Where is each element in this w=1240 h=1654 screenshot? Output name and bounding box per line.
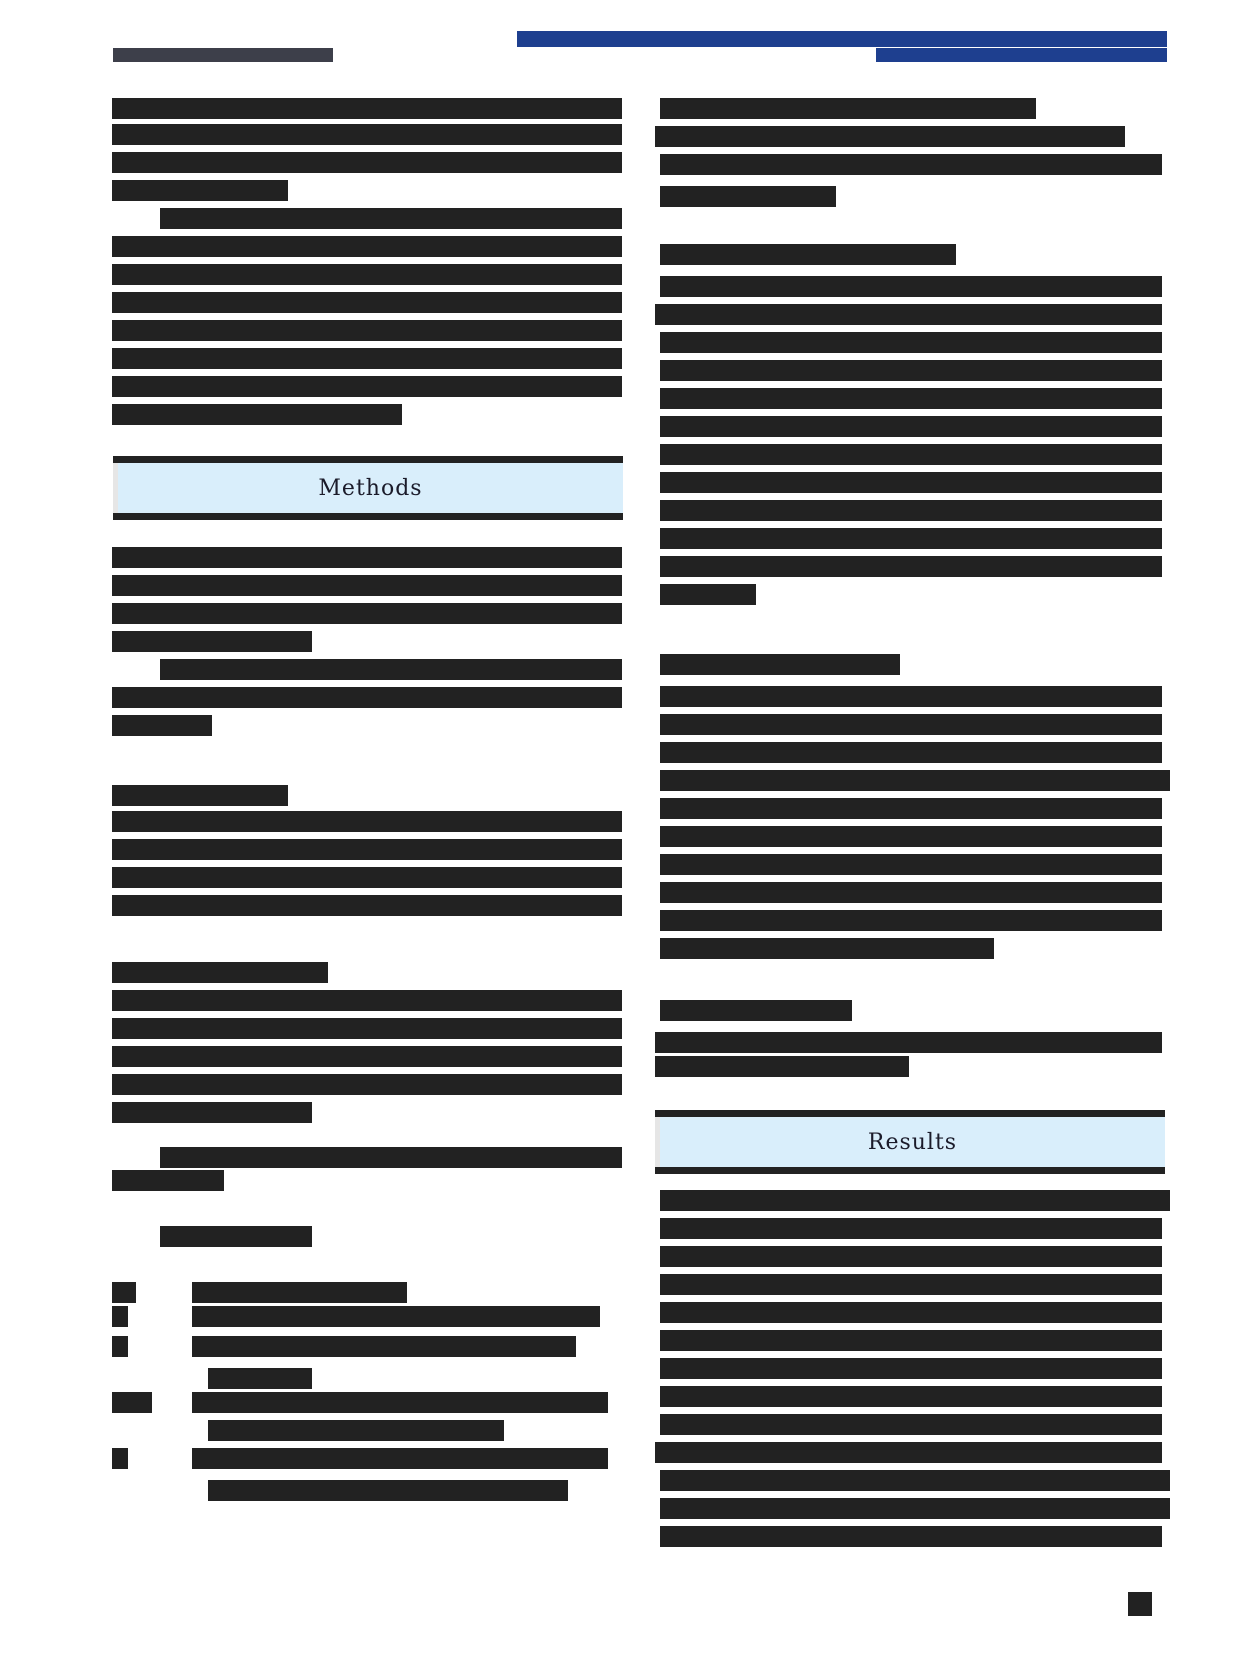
redacted-text-line (660, 1190, 1170, 1211)
redacted-text-line (112, 180, 288, 201)
redacted-text-line (112, 98, 622, 119)
redacted-text-line (112, 603, 622, 624)
redacted-text-line (660, 798, 1162, 819)
redacted-text-line (112, 376, 622, 397)
page-number-redacted (1128, 1592, 1152, 1616)
section-title: Results (655, 1117, 1165, 1167)
redacted-text-line (112, 1074, 622, 1095)
redacted-text-line (660, 1274, 1162, 1295)
redacted-text-line (660, 556, 1162, 577)
redacted-text-line (660, 1414, 1162, 1435)
redacted-text-line (660, 500, 1162, 521)
redacted-text-line (660, 444, 1162, 465)
redacted-text-line (660, 584, 756, 605)
redacted-text-line (208, 1368, 312, 1389)
redacted-text-line (112, 990, 622, 1011)
redacted-text-line (112, 1448, 128, 1469)
redacted-text-line (660, 332, 1162, 353)
redacted-text-line (660, 154, 1162, 175)
redacted-text-line (660, 98, 1036, 119)
redacted-text-line (660, 910, 1162, 931)
redacted-text-line (660, 882, 1162, 903)
redacted-text-line (655, 126, 1125, 147)
redacted-text-line (660, 1302, 1162, 1323)
redacted-text-line (112, 292, 622, 313)
redacted-text-line (112, 839, 622, 860)
redacted-text-line (112, 264, 622, 285)
section-title: Methods (113, 463, 623, 513)
redacted-text-line (660, 770, 1170, 791)
redacted-text-line (112, 236, 622, 257)
redacted-text-line (112, 320, 622, 341)
redacted-text-line (660, 1330, 1162, 1351)
redacted-text-line (112, 811, 622, 832)
redacted-text-line (660, 938, 994, 959)
redacted-text-line (660, 276, 1162, 297)
redacted-text-line (660, 416, 1162, 437)
redacted-text-line (112, 547, 622, 568)
redacted-text-line (192, 1282, 407, 1303)
redacted-text-line (112, 1282, 136, 1303)
redacted-text-line (112, 1306, 128, 1327)
redacted-text-line (112, 404, 402, 425)
redacted-text-line (660, 1526, 1162, 1547)
redacted-text-line (660, 654, 900, 675)
redacted-text-line (660, 186, 836, 207)
journal-citation-redacted (876, 48, 1167, 62)
redacted-text-line (112, 631, 312, 652)
redacted-text-line (208, 1420, 504, 1441)
section-header-methods (113, 456, 623, 520)
redacted-text-line (660, 1218, 1162, 1239)
redacted-text-line (112, 962, 328, 983)
doi-reference-redacted (113, 48, 333, 62)
redacted-text-line (112, 895, 622, 916)
redacted-text-line (660, 1246, 1162, 1267)
redacted-text-line (112, 1018, 622, 1039)
redacted-text-line (660, 1000, 852, 1021)
redacted-text-line (160, 1226, 312, 1247)
redacted-text-line (660, 686, 1162, 707)
running-title-redacted (517, 31, 1167, 47)
redacted-text-line (660, 528, 1162, 549)
redacted-text-line (160, 1147, 622, 1168)
section-header-results (655, 1110, 1165, 1174)
redacted-text-line (655, 304, 1162, 325)
redacted-text-line (112, 1392, 152, 1413)
redacted-text-line (660, 714, 1162, 735)
redacted-text-line (160, 659, 622, 680)
redacted-text-line (112, 152, 622, 173)
redacted-text-line (112, 1170, 224, 1191)
redacted-text-line (655, 1032, 1162, 1053)
redacted-text-line (660, 1498, 1170, 1519)
redacted-text-line (660, 826, 1162, 847)
redacted-text-line (660, 1358, 1162, 1379)
redacted-text-line (192, 1306, 600, 1327)
redacted-text-line (112, 348, 622, 369)
redacted-text-line (655, 1056, 909, 1077)
redacted-text-line (112, 867, 622, 888)
redacted-text-line (112, 575, 622, 596)
redacted-text-line (660, 388, 1162, 409)
redacted-text-line (660, 1470, 1170, 1491)
redacted-text-line (192, 1336, 576, 1357)
redacted-text-line (660, 244, 956, 265)
redacted-text-line (112, 785, 288, 806)
redacted-text-line (112, 1102, 312, 1123)
redacted-text-line (112, 1336, 128, 1357)
redacted-text-line (112, 687, 622, 708)
redacted-text-line (660, 1386, 1162, 1407)
redacted-text-line (112, 1046, 622, 1067)
redacted-text-line (160, 208, 622, 229)
redacted-text-line (192, 1448, 608, 1469)
redacted-text-line (208, 1480, 568, 1501)
redacted-text-line (660, 854, 1162, 875)
redacted-text-line (112, 715, 212, 736)
redacted-text-line (660, 742, 1162, 763)
redacted-text-line (660, 472, 1162, 493)
redacted-text-line (112, 124, 622, 145)
redacted-text-line (655, 1442, 1162, 1463)
redacted-text-line (660, 360, 1162, 381)
redacted-text-line (192, 1392, 608, 1413)
